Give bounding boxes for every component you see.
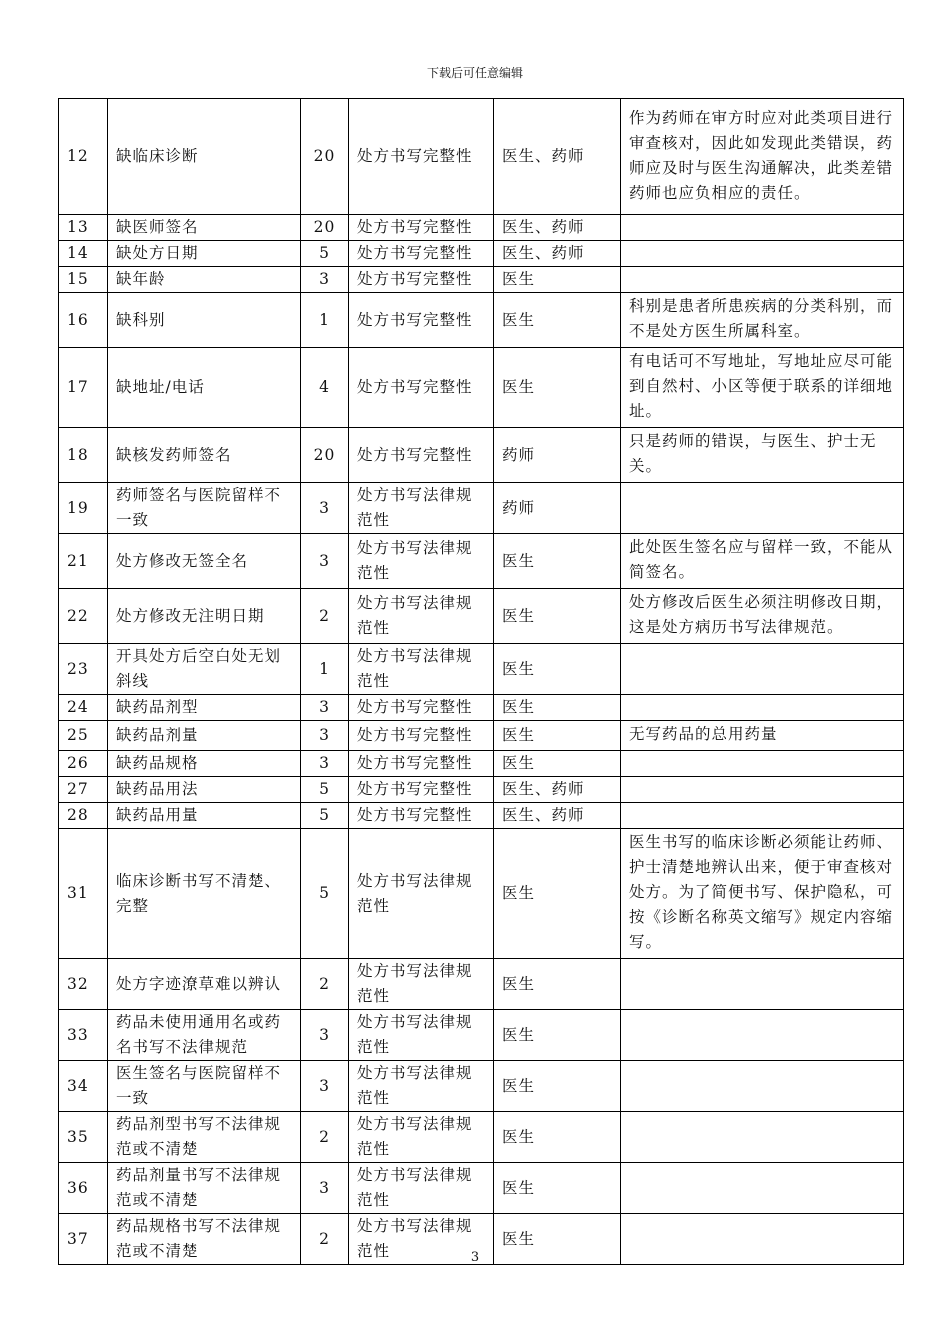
responsible-cell: 药师: [494, 483, 621, 534]
row-number-cell: 34: [59, 1061, 108, 1112]
item-cell: 药品规格书写不法律规范或不清楚: [108, 1214, 301, 1265]
notes-cell: 只是药师的错误，与医生、护士无关。: [621, 428, 904, 483]
item-cell: 处方字迹潦草难以辨认: [108, 959, 301, 1010]
score-cell: 3: [301, 1010, 349, 1061]
table-row: [59, 428, 904, 483]
item-cell: 缺临床诊断: [108, 99, 301, 215]
row-number-cell: 18: [59, 428, 108, 483]
row-number-cell: 14: [59, 241, 108, 267]
notes-cell: [621, 483, 904, 534]
table-row: [59, 777, 904, 803]
table-row: [59, 99, 904, 215]
responsible-cell: 医生: [494, 829, 621, 959]
responsible-cell: 医生: [494, 534, 621, 589]
responsible-cell: 医生: [494, 1061, 621, 1112]
page-number: 3: [470, 1250, 480, 1265]
item-cell: 药品剂量书写不法律规范或不清楚: [108, 1163, 301, 1214]
item-cell: 缺药品用量: [108, 803, 301, 829]
score-cell: 1: [301, 644, 349, 695]
category-cell: 处方书写完整性: [349, 751, 494, 777]
item-cell: 缺科别: [108, 293, 301, 348]
item-cell: 药师签名与医院留样不一致: [108, 483, 301, 534]
category-cell: 处方书写完整性: [349, 99, 494, 215]
responsible-cell: 医生、药师: [494, 777, 621, 803]
table-row: [59, 695, 904, 721]
score-cell: 1: [301, 293, 349, 348]
responsible-cell: 医生、药师: [494, 241, 621, 267]
responsible-cell: 医生: [494, 721, 621, 751]
score-cell: 3: [301, 751, 349, 777]
row-number-cell: 27: [59, 777, 108, 803]
score-cell: 3: [301, 695, 349, 721]
item-cell: 缺药品剂型: [108, 695, 301, 721]
category-cell: 处方书写完整性: [349, 293, 494, 348]
row-number-cell: 15: [59, 267, 108, 293]
responsible-cell: 医生、药师: [494, 215, 621, 241]
category-cell: 处方书写法律规范性: [349, 534, 494, 589]
category-cell: 处方书写法律规范性: [349, 1163, 494, 1214]
score-cell: 5: [301, 829, 349, 959]
row-number-cell: 28: [59, 803, 108, 829]
notes-cell: [621, 1163, 904, 1214]
score-cell: 3: [301, 1061, 349, 1112]
responsible-cell: 医生、药师: [494, 803, 621, 829]
notes-cell: [621, 777, 904, 803]
notes-cell: 医生书写的临床诊断必须能让药师、护士清楚地辨认出来，便于审查核对处方。为了简便书写、保护隐私，可按《诊断名称英文缩写》规定内容缩写。: [621, 829, 904, 959]
table-row: [59, 267, 904, 293]
score-cell: 20: [301, 428, 349, 483]
row-number-cell: 17: [59, 348, 108, 428]
table-row: [59, 483, 904, 534]
score-cell: 2: [301, 1112, 349, 1163]
item-cell: 缺医师签名: [108, 215, 301, 241]
item-cell: 缺地址/电话: [108, 348, 301, 428]
responsible-cell: 医生: [494, 1214, 621, 1265]
notes-cell: 科别是患者所患疾病的分类科别，而不是处方医生所属科室。: [621, 293, 904, 348]
notes-cell: [621, 1010, 904, 1061]
responsible-cell: 医生: [494, 695, 621, 721]
notes-cell: [621, 1061, 904, 1112]
score-cell: 5: [301, 241, 349, 267]
table-row: [59, 1010, 904, 1061]
responsible-cell: 医生: [494, 348, 621, 428]
category-cell: 处方书写完整性: [349, 695, 494, 721]
item-cell: 开具处方后空白处无划斜线: [108, 644, 301, 695]
notes-cell: [621, 751, 904, 777]
table-row: [59, 829, 904, 959]
table-row: [59, 241, 904, 267]
responsible-cell: 医生: [494, 1112, 621, 1163]
row-number-cell: 24: [59, 695, 108, 721]
category-cell: 处方书写法律规范性: [349, 1061, 494, 1112]
category-cell: 处方书写完整性: [349, 803, 494, 829]
score-cell: 2: [301, 1214, 349, 1265]
category-cell: 处方书写法律规范性: [349, 959, 494, 1010]
prescription-error-table: [58, 98, 904, 1265]
row-number-cell: 19: [59, 483, 108, 534]
responsible-cell: 医生: [494, 959, 621, 1010]
category-cell: 处方书写完整性: [349, 241, 494, 267]
category-cell: 处方书写法律规范性: [349, 483, 494, 534]
score-cell: 20: [301, 99, 349, 215]
score-cell: 5: [301, 777, 349, 803]
category-cell: 处方书写完整性: [349, 348, 494, 428]
score-cell: 3: [301, 1163, 349, 1214]
notes-cell: 无写药品的总用药量: [621, 721, 904, 751]
score-cell: 2: [301, 589, 349, 644]
notes-cell: [621, 959, 904, 1010]
score-cell: 3: [301, 534, 349, 589]
score-cell: 3: [301, 267, 349, 293]
item-cell: 药品未使用通用名或药名书写不法律规范: [108, 1010, 301, 1061]
category-cell: 处方书写完整性: [349, 721, 494, 751]
item-cell: 医生签名与医院留样不一致: [108, 1061, 301, 1112]
table-row: [59, 293, 904, 348]
item-cell: 处方修改无注明日期: [108, 589, 301, 644]
responsible-cell: 医生: [494, 267, 621, 293]
row-number-cell: 31: [59, 829, 108, 959]
responsible-cell: 医生: [494, 1010, 621, 1061]
notes-cell: [621, 803, 904, 829]
category-cell: 处方书写完整性: [349, 215, 494, 241]
table-row: [59, 644, 904, 695]
category-cell: 处方书写完整性: [349, 428, 494, 483]
item-cell: 缺药品规格: [108, 751, 301, 777]
responsible-cell: 医生: [494, 1163, 621, 1214]
score-cell: 20: [301, 215, 349, 241]
row-number-cell: 35: [59, 1112, 108, 1163]
category-cell: 处方书写法律规范性: [349, 1112, 494, 1163]
category-cell: 处方书写法律规范性: [349, 589, 494, 644]
table-row: [59, 803, 904, 829]
responsible-cell: 医生: [494, 644, 621, 695]
row-number-cell: 12: [59, 99, 108, 215]
notes-cell: [621, 215, 904, 241]
row-number-cell: 22: [59, 589, 108, 644]
item-cell: 缺核发药师签名: [108, 428, 301, 483]
table-row: [59, 1112, 904, 1163]
table-row: [59, 534, 904, 589]
table-row: [59, 751, 904, 777]
category-cell: 处方书写完整性: [349, 777, 494, 803]
row-number-cell: 21: [59, 534, 108, 589]
category-cell: 处方书写法律规范性: [349, 829, 494, 959]
item-cell: 缺药品用法: [108, 777, 301, 803]
responsible-cell: 医生: [494, 293, 621, 348]
row-number-cell: 33: [59, 1010, 108, 1061]
responsible-cell: 医生: [494, 589, 621, 644]
table-row: [59, 1163, 904, 1214]
notes-cell: [621, 241, 904, 267]
table-row: [59, 1061, 904, 1112]
category-cell: 处方书写法律规范性: [349, 1214, 494, 1265]
row-number-cell: 26: [59, 751, 108, 777]
row-number-cell: 36: [59, 1163, 108, 1214]
score-cell: 4: [301, 348, 349, 428]
row-number-cell: 16: [59, 293, 108, 348]
score-cell: 2: [301, 959, 349, 1010]
responsible-cell: 医生、药师: [494, 99, 621, 215]
score-cell: 3: [301, 721, 349, 751]
category-cell: 处方书写法律规范性: [349, 644, 494, 695]
category-cell: 处方书写完整性: [349, 267, 494, 293]
notes-cell: [621, 1112, 904, 1163]
table-row: [59, 721, 904, 751]
item-cell: 缺药品剂量: [108, 721, 301, 751]
row-number-cell: 32: [59, 959, 108, 1010]
responsible-cell: 医生: [494, 751, 621, 777]
score-cell: 5: [301, 803, 349, 829]
notes-cell: [621, 644, 904, 695]
notes-cell: 作为药师在审方时应对此类项目进行审查核对，因此如发现此类错误，药师应及时与医生沟通解决，此类差错药师也应负相应的责任。: [621, 99, 904, 215]
row-number-cell: 25: [59, 721, 108, 751]
item-cell: 缺处方日期: [108, 241, 301, 267]
notes-cell: 处方修改后医生必须注明修改日期，这是处方病历书写法律规范。: [621, 589, 904, 644]
table-row: [59, 589, 904, 644]
category-cell: 处方书写法律规范性: [349, 1010, 494, 1061]
score-cell: 3: [301, 483, 349, 534]
notes-cell: [621, 695, 904, 721]
item-cell: 临床诊断书写不清楚、完整: [108, 829, 301, 959]
row-number-cell: 23: [59, 644, 108, 695]
table-row: [59, 959, 904, 1010]
item-cell: 处方修改无签全名: [108, 534, 301, 589]
notes-cell: 有电话可不写地址，写地址应尽可能到自然村、小区等便于联系的详细地址。: [621, 348, 904, 428]
row-number-cell: 37: [59, 1214, 108, 1265]
table-row: [59, 215, 904, 241]
page-header: 下载后可任意编辑: [426, 66, 523, 80]
table-row: [59, 348, 904, 428]
row-number-cell: 13: [59, 215, 108, 241]
item-cell: 药品剂型书写不法律规范或不清楚: [108, 1112, 301, 1163]
notes-cell: [621, 267, 904, 293]
responsible-cell: 药师: [494, 428, 621, 483]
notes-cell: 此处医生签名应与留样一致，不能从简签名。: [621, 534, 904, 589]
item-cell: 缺年龄: [108, 267, 301, 293]
